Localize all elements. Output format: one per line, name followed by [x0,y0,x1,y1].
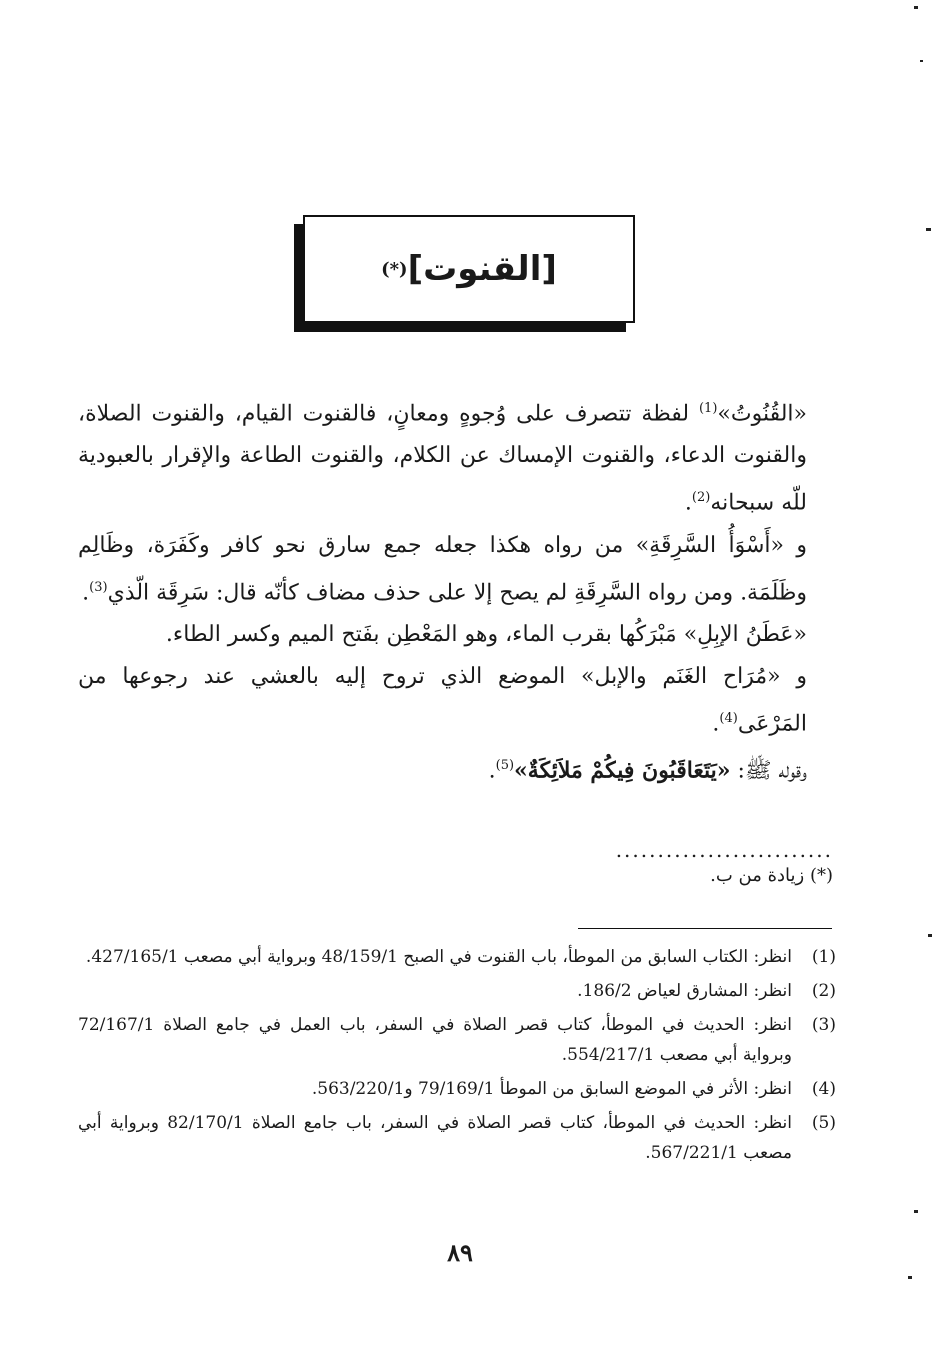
footnote-number: (5) [811,1113,836,1133]
footnote-text: انظر: المشارق لعياض 186/2. [577,981,792,1001]
paragraph-hadith [78,745,833,792]
footnote-item [78,976,836,1006]
paragraph-text: . [488,758,496,784]
scan-speck [914,1210,918,1213]
paragraph-text: «القُنُوتُ» [717,401,807,427]
footnote-number: (2) [811,981,836,1001]
paragraph-text: . [82,579,90,605]
chapter-title-marker: (*) [381,258,408,280]
footnote-divider [578,928,832,929]
paragraph-atan [78,614,833,656]
page-number: ٨٩ [447,1238,473,1267]
hadith-quote: «يَتَعَاقَبُونَ فِيكُمْ مَلاَئِكَةٌ» [514,757,731,784]
chapter-title: [القنوت] [407,249,557,289]
footnote-ref: (5) [495,758,515,774]
footnote-number: (3) [811,1015,836,1035]
main-text [78,388,833,793]
footnote-text: انظر: الأثر في الموضع السابق من الموطأ 79/169/1 و563/220/1. [311,1079,792,1099]
footnote-ref: (3) [89,579,108,595]
scan-speck [926,228,931,231]
paragraph-text: و «أَسْوَأُ السَّرِقَةِ» من رواه هكذا جعله جمع سارق نحو كافر وكَفَرَة، وظَالِم وظَلَمَة. ومن رواه السَّرِقَةِ لم يصح إلا على حذف مضاف كأنّه قال: سَرِقَة الّذي [78,532,807,605]
chapter-title-box [303,215,635,323]
scan-speck [920,60,923,62]
editor-note: (*) زيادة من ب. [710,865,833,886]
paragraph-text: و «مُرَاح الغَنَم والإبل» الموضع الذي تروح إليه بالعشي عند رجوعها من المَرْعَى [78,663,807,737]
footnote-number: (1) [811,947,836,967]
paragraph-text: وقوله ﷺ: [730,758,807,784]
scan-speck [914,6,918,9]
paragraph-text: . [712,711,720,737]
footnote-item [78,1108,836,1168]
scan-speck [908,1276,912,1279]
paragraph-qunut [78,388,833,525]
paragraph-sariqa [78,525,833,614]
paragraph-murah [78,656,833,745]
footnote-number: (4) [811,1079,836,1099]
paragraph-text: «عَطَنُ الإبِلِ» مَبْرَكُها بقرب الماء، وهو المَعْطِن بفَتح الميم وكسر الطاء. [165,621,807,647]
footnote-item [78,942,836,972]
footnote-item [78,1074,836,1104]
footnote-ref: (1) [698,401,718,416]
footnote-item [78,1010,836,1070]
footnote-ref: (2) [691,490,711,506]
dotted-separator: .......................... [615,838,833,862]
footnote-text: انظر: الكتاب السابق من الموطأ، باب القنوت في الصبح 48/159/1 وبرواية أبي مصعب 427/165/1. [85,947,792,967]
paragraph-text: لفظة تتصرف على وُجوهٍ ومعانٍ، فالقنوت القيام، والقنوت الصلاة، والقنوت الدعاء، والقنوت الإمساك عن الكلام، والقنوت الطاعة والإقرار بالعبودية للّه سبحانه [78,401,807,516]
paragraph-text: . [684,490,692,516]
footnote-text: انظر: الحديث في الموطأ، كتاب قصر الصلاة في السفر، باب العمل في جامع الصلاة 72/167/1 وبرواية أبي مصعب 554/217/1. [78,1015,792,1065]
footnote-text: انظر: الحديث في الموطأ، كتاب قصر الصلاة في السفر، باب جامع الصلاة 82/170/1 وبرواية أبي مصعب 567/221/1. [78,1113,793,1163]
footnote-ref: (4) [719,710,738,726]
footnotes [78,942,836,1172]
scan-speck [928,934,932,937]
